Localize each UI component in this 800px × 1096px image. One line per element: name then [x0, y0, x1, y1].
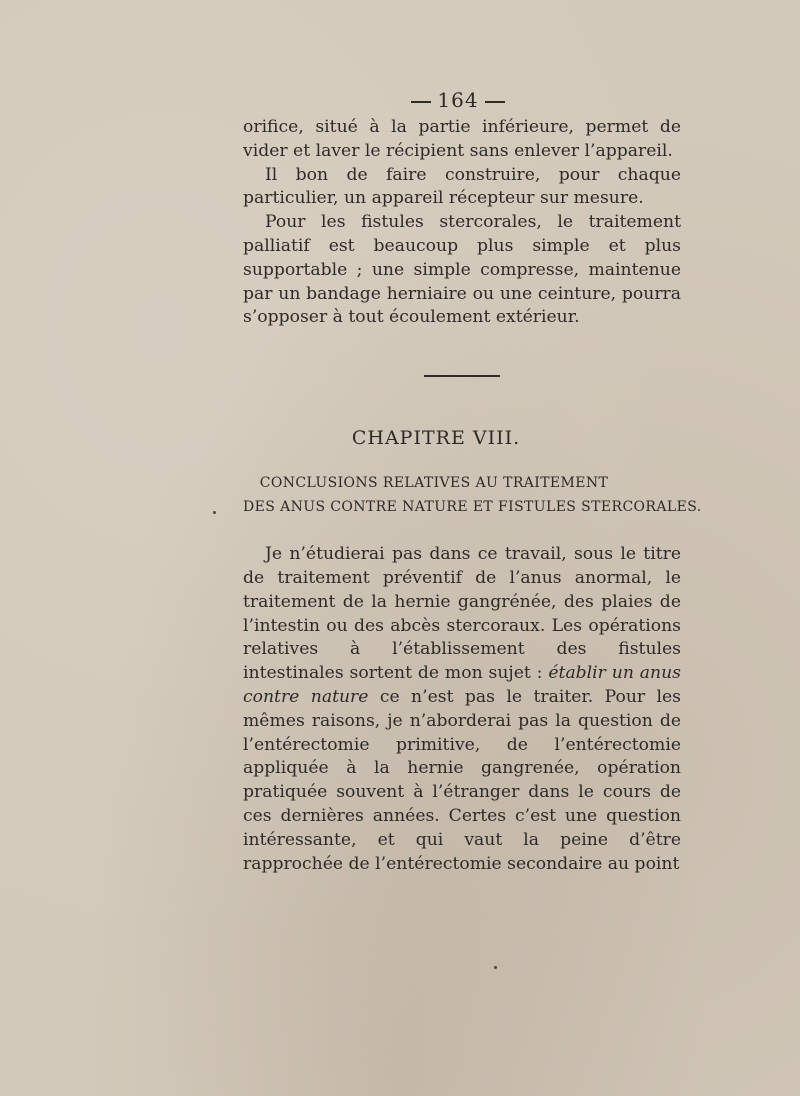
body-text-start: Je n’étudierai pas dans ce travail, sous le titre de traitement préventif de l’anus anormal, le traitement de la hernie gangrénée, des plaies de l’intestin ou des abcès stercoraux. Les opérations relatives à l’établissement des fistules intestinales sortent de mon sujet :: [243, 544, 681, 684]
chapter-heading: CHAPITRE VIII.: [351, 427, 521, 450]
dash-right: [485, 101, 505, 103]
section-divider: [424, 375, 500, 377]
body-italic-phrase: établir un anus contre nature: [243, 663, 681, 707]
chapter-subtitle: [243, 471, 702, 519]
book-page: [243, 88, 702, 876]
paragraph-continuation: orifice, situé à la partie inférieure, permet de vider et laver le récipient sans enlever l’appareil.: [243, 117, 681, 161]
dash-left: [411, 101, 431, 103]
subtitle-line-1: CONCLUSIONS RELATIVES AU TRAITEMENT: [259, 475, 609, 492]
paper-speck: [494, 966, 497, 969]
page-number: [235, 88, 681, 112]
body-text-end: ce n’est pas le traiter. Pour les mêmes raisons, je n’aborderai pas la question de l’entérectomie primitive, de l’entérectomie appliquée à la hernie gangrenée, opération pratiquée souvent à l’étranger dans le cours de ces dernières années. Certes c’est une question intéressante, et qui vaut la peine d’être rapprochée de l’entérectomie secondaire au point: [243, 686, 682, 874]
paragraph-body: [243, 543, 681, 876]
paper-speck: [213, 511, 216, 514]
page-number-text: 164: [437, 88, 479, 112]
paragraph-appareil: Il bon de faire construire, pour chaque particulier, un appareil récepteur sur mesure.: [243, 164, 681, 209]
paragraph-fistules: Pour les fistules stercorales, le traitement palliatif est beaucoup plus simple et plus supportable ; une simple compresse, maintenue par un bandage herniaire ou une ceinture, pourra s’opposer à tout écoulement extérieur.: [243, 212, 681, 328]
subtitle-line-2: DES ANUS CONTRE NATURE ET FISTULES STERCORALES.: [243, 499, 702, 516]
